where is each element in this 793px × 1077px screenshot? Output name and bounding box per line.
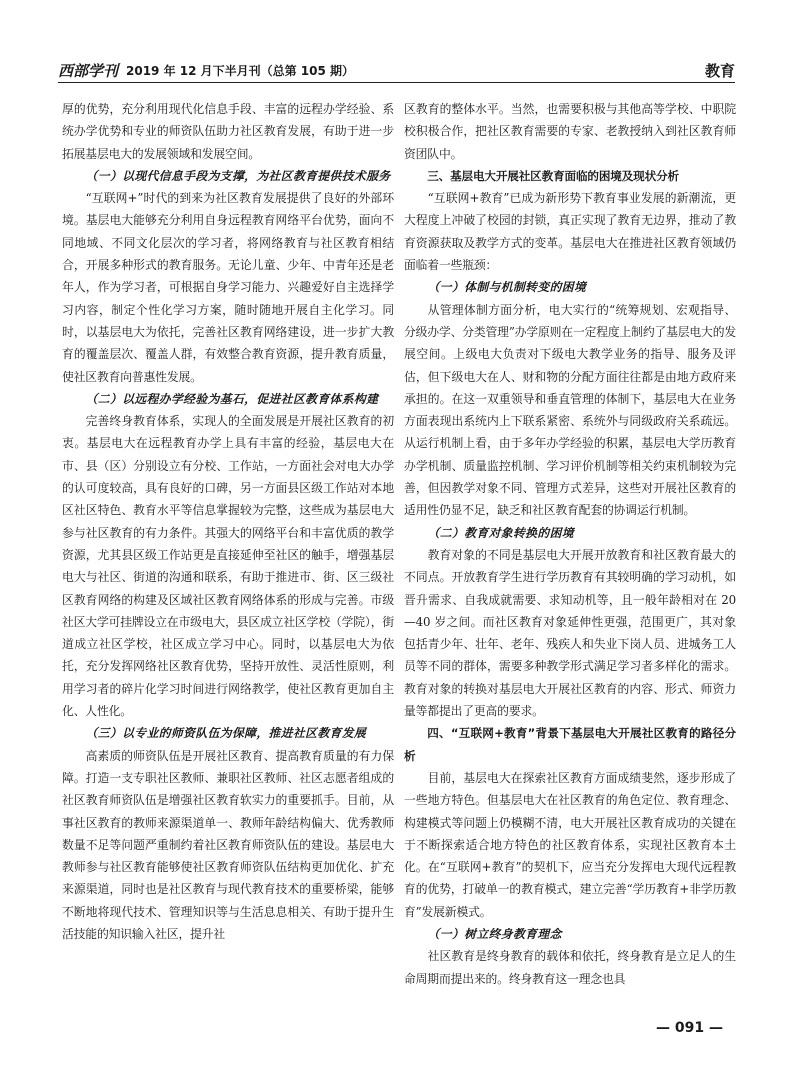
paragraph: 完善终身教育体系，实现人的全面发展是开展社区教育的初衷。基层电大在远程教育办学上具有丰富的经验，基层电大在市、县（区）分别设立有分校、工作站，一方面社会对电大办学的认可度较高，具有良好的口碑，另一方面县区级工作站对本地区社区特色、教育水平等信息掌握较为完整，这些成为基层电大参与社区教育的有力条件。其强大的网络平台和丰富优质的教学资源，尤其县区级工作站更是直接延伸至社区的触手，增强基层电大与社区、街道的沟通和联系，有助于推进市、街、区三级社区教育网络的构建及区域社区教育网络体系的形成与完善。市级社区大学可挂牌设立在市级电大，县区成立社区学校（学院），街道成立社区学校，社区成立学习中心。同时，以基层电大为依托，充分发挥网络社区教育优势，坚持开放性、灵活性原则，利用学习者的碎片化学习时间进行网络教学，使社区教育更加自主化、人性化。 [62,414,394,719]
subsection-heading: （一）体制与机制转变的困境 [427,280,587,295]
journal-logo: 西部学刊 [58,62,119,80]
paragraph: 教育对象的不同是基层电大开展开放教育和社区教育最大的不同点。开放教育学生进行学历教育有其较明确的学习动机，如晋升需求、自我成就需要、求知动机等，且一般年龄相对在 20—40 岁之间。而社区教育对象延伸性更强，范围更广，其对象包括青少年、壮年、老年、残疾人和失业下岗人员、进城务工人员等不同的群体，需要多种教学形式满足学习者多样化的需求。教育对象的转换对基层电大开展社区教育的内容、形式、师资力量等都提出了更高的要求。 [404,547,736,719]
subsection-heading: （二）以远程办学经验为基石，促进社区教育体系构建 [85,391,379,406]
subsection-heading: （一）以现代信息手段为支撑，为社区教育提供技术服务 [85,168,391,183]
subsection-heading: （二）教育对象转换的困境 [427,525,574,540]
paragraph: 从管理体制方面分析，电大实行的“统筹规划、宏观指导、分级办学、分类管理”办学原则在一定程度上制约了基层电大的发展空间。上级电大负责对下级电大教学业务的指导、服务及评估，但下级电大在人、财和物的分配方面往往都是由地方政府来承担的。在这一双重领导和垂直管理的体制下，基层电大在业务方面表现出系统内上下联系紧密、系统外与同级政府关系疏远。从运行机制上看，由于多年办学经验的积累，基层电大学历教育办学机制、质量监控机制、学习评价机制等相关约束机制较为完善，但因教学对象不同、管理方式差异，这些对开展社区教育的适用性仍显不足，缺乏和社区教育配套的协调运行机制。 [404,302,736,518]
journal-issue-info: 2019 年 12 月下半月刊（总第 105 期） [126,64,355,78]
left-column [62,98,394,945]
page-number: — 091 — [656,1020,723,1036]
paragraph: 社区教育是终身教育的载体和依托，终身教育是立足人的生命周期而提出来的。终身教育这一理念也具 [404,949,736,986]
section-heading: 四、“互联网+教育”背景下基层电大开展社区教育的路径分析 [404,726,736,763]
page-header [58,60,735,83]
paragraph: 区教育的整体水平。当然，也需要积极与其他高等学校、中职院校积极合作，把社区教育需要的专家、老教授纳入到社区教育师资团队中。 [404,102,736,161]
paragraph: “互联网+教育”已成为新形势下教育事业发展的新潮流，更大程度上冲破了校园的封锁，真正实现了教育无边界，推动了教育资源获取及教学方式的变革。基层电大在推进社区教育领域仍面临着一些瓶颈： [404,191,736,273]
section-name: 教育 [704,62,735,80]
subsection-heading: （一）树立终身教育理念 [427,926,562,941]
paragraph: “互联网+”时代的到来为社区教育发展提供了良好的外部环境。基层电大能够充分利用自身远程教育网络平台优势，面向不同地域、不同文化层次的学习者，将网络教育与社区教育相结合，开展多种形式的教育服务。无论儿童、少年、中青年还是老年人，作为学习者，可根据自身学习能力、兴趣爱好自主选择学习内容，制定个性化学习方案，随时随地开展自主化学习。同时，以基层电大为依托，完善社区教育网络建设，进一步扩大教育的覆盖层次、覆盖人群，有效整合教育资源，提升教育质量，使社区教育向普惠性发展。 [62,191,394,384]
paragraph: 目前，基层电大在探索社区教育方面成绩斐然，逐步形成了一些地方特色。但基层电大在社区教育的角色定位、教育理念、构建模式等问题上仍模糊不清，电大开展社区教育成功的关键在于不断探索适合地方特色的社区教育体系，实现社区教育本土化。在“互联网+教育”的契机下，应当充分发挥电大现代远程教育的优势，打破单一的教育模式，建立完善“学历教育+非学历教育”发展新模式。 [404,770,736,919]
right-column [404,98,736,990]
subsection-heading: （三）以专业的师资队伍为保障，推进社区教育发展 [85,726,367,741]
paragraph: 高素质的师资队伍是开展社区教育、提高教育质量的有力保障。打造一支专职社区教师、兼职社区教师、社区志愿者组成的社区教育师资队伍是增强社区教育软实力的重要抓手。目前，从事社区教育的教师来源渠道单一、教师年龄结构偏大、优秀教师数量不足等问题严重制约着社区教育师资队伍的建设。基层电大教师参与社区教育能够使社区教育师资队伍结构更加优化、扩充来源渠道，同时也是社区教育与现代教育技术的重要桥梁，能够不断地将现代技术、管理知识等与生活息息相关、有助于提升生活技能的知识输入社区，提升社 [62,748,394,941]
paragraph: 厚的优势，充分利用现代化信息手段、丰富的远程办学经验、系统办学优势和专业的师资队伍助力社区教育发展，有助于进一步拓展基层电大的发展领域和发展空间。 [62,102,394,161]
section-heading: 三、基层电大开展社区教育面临的困境及现状分析 [427,168,679,183]
